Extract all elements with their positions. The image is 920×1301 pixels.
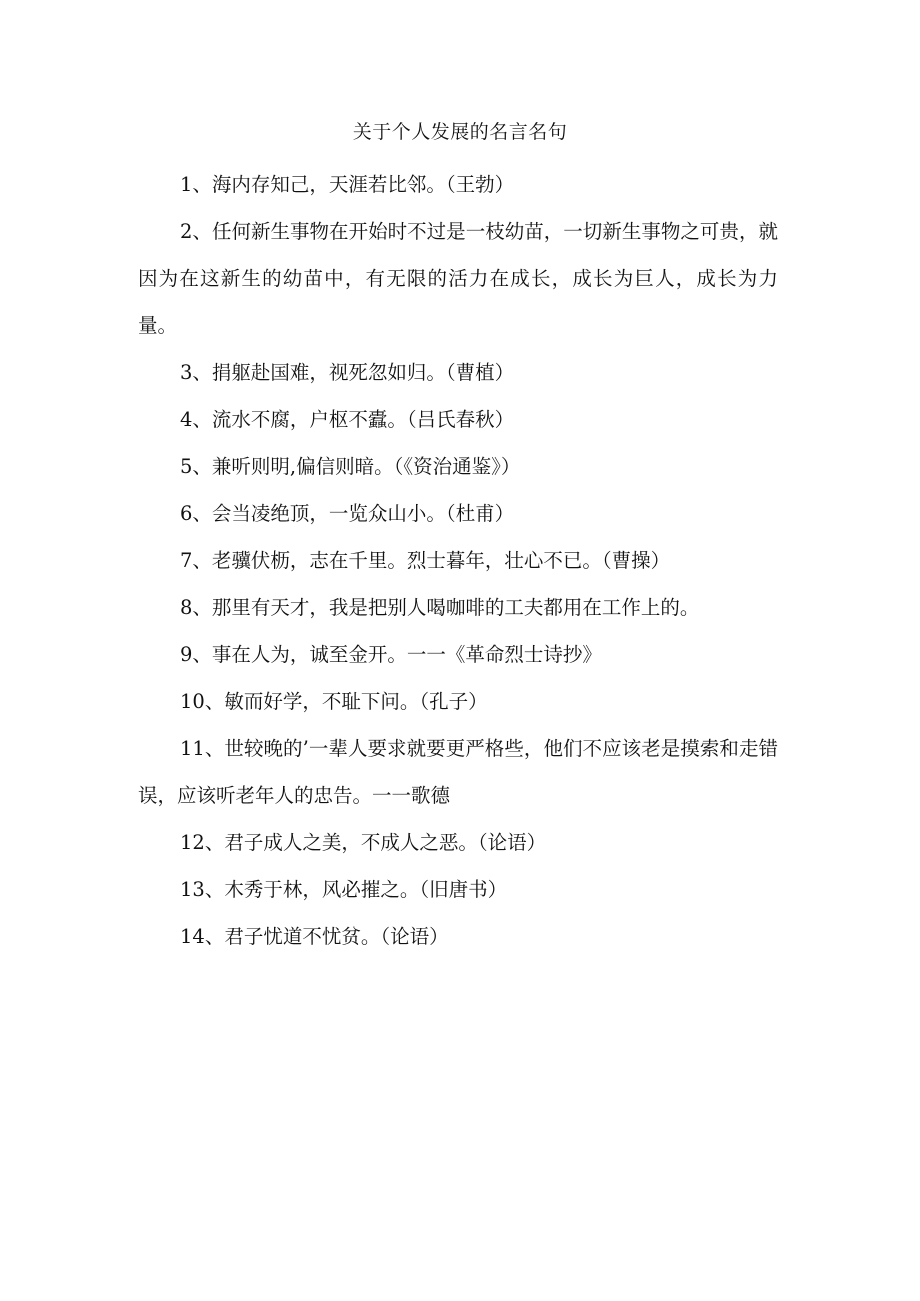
quote-paragraph: 3、捐躯赴国难，视死忽如归。（曹植）: [180, 361, 515, 384]
quote-paragraph: 14、君子忧道不忧贫。（论语）: [180, 925, 449, 948]
quote-paragraph: 12、君子成人之美，不成人之恶。（论语）: [180, 831, 547, 854]
quote-paragraph: 1、海内存知己，天涯若比邻。（王勃）: [180, 173, 515, 196]
quote-paragraph: 4、流水不腐，户枢不蠹。（吕氏春秋）: [180, 408, 515, 431]
quote-paragraph: 9、事在人为，诚至金开。一一《革命烈士诗抄》: [180, 643, 602, 666]
quote-paragraph: 2、任何新生事物在开始时不过是一枝幼苗，一切新生事物之可贵，就因为在这新生的幼苗中，有无限的活力在成长，成长为巨人，成长为力量。: [138, 220, 778, 337]
quote-paragraph: 13、木秀于林，风必摧之。（旧唐书）: [180, 878, 508, 901]
quote-paragraph: 10、敏而好学，不耻下问。（孔子）: [180, 690, 488, 713]
quote-paragraph: 8、那里有天才，我是把别人喝咖啡的工夫都用在工作上的。: [180, 596, 700, 619]
document-title: 关于个人发展的名言名句: [352, 121, 568, 143]
quote-list: [138, 161, 778, 960]
quote-paragraph: 6、会当凌绝顶，一览众山小。（杜甫）: [180, 502, 515, 525]
quote-paragraph: 7、老骥伏枥，志在千里。烈士暮年，壮心不已。（曹操）: [180, 549, 671, 572]
quote-paragraph: 5、兼听则明,偏信则暗。（《资治通鉴》）: [180, 455, 521, 478]
quote-paragraph: 11、世较晚的’一辈人要求就要更严格些，他们不应该老是摸索和走错误，应该听老年人的忠告。一一歌德: [138, 737, 778, 807]
